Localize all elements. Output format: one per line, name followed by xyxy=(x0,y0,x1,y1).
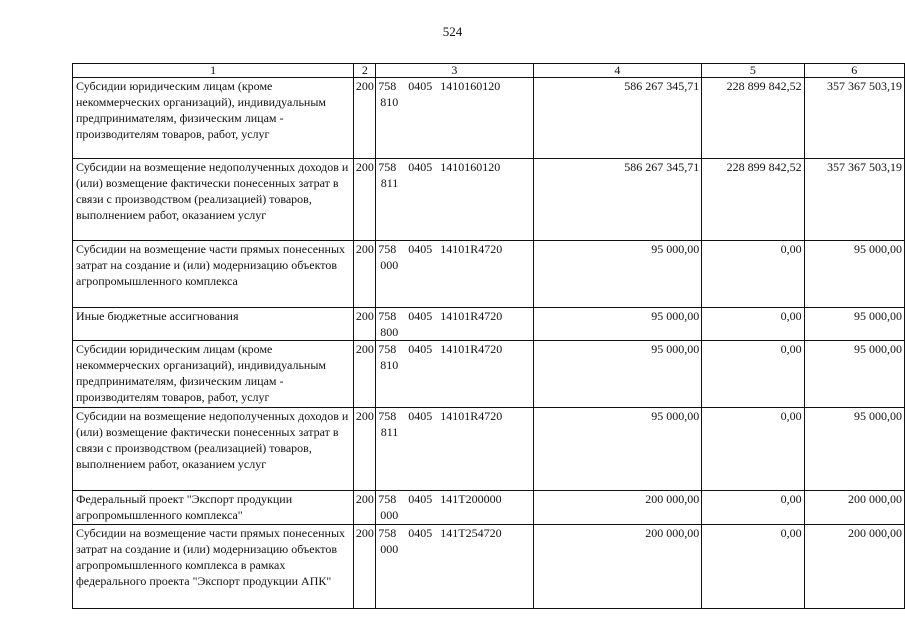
row-value-6: 200 000,00 xyxy=(804,491,904,525)
table-row xyxy=(73,78,905,159)
row-value-4: 586 267 345,71 xyxy=(533,159,702,241)
row-col2: 200 xyxy=(354,408,376,491)
code-part: 758 xyxy=(378,79,397,93)
code-part: 800 xyxy=(380,325,399,339)
code-part: 758 xyxy=(378,309,397,323)
budget-table xyxy=(72,63,905,609)
row-value-6: 200 000,00 xyxy=(804,525,904,609)
row-code xyxy=(376,525,533,609)
code-part: 0405 xyxy=(408,342,433,356)
row-code xyxy=(376,241,533,308)
code-part: 000 xyxy=(380,542,399,556)
row-value-4: 200 000,00 xyxy=(533,525,702,609)
row-value-6: 357 367 503,19 xyxy=(804,78,904,159)
code-part: 1410160120 xyxy=(440,160,501,174)
row-name: Субсидии на возмещение части прямых понесенных затрат на создание и (или) модернизацию объектов агропромышленного комплекса xyxy=(73,241,354,308)
row-value-6: 95 000,00 xyxy=(804,341,904,408)
row-value-6: 95 000,00 xyxy=(804,241,904,308)
header-col-2: 2 xyxy=(354,64,376,78)
row-name: Субсидии юридическим лицам (кроме некоммерческих организаций), индивидуальным предпринимателям, физическим лицам - производителям товаров, работ, услуг xyxy=(73,341,354,408)
code-part: 141T254720 xyxy=(440,526,502,540)
table-row xyxy=(73,159,905,241)
table-row xyxy=(73,241,905,308)
code-part: 758 xyxy=(378,160,397,174)
table-header-row xyxy=(73,64,905,78)
code-part: 1410160120 xyxy=(440,79,501,93)
code-part: 14101R4720 xyxy=(440,409,503,423)
row-col2: 200 xyxy=(354,78,376,159)
row-value-5: 0,00 xyxy=(702,408,804,491)
code-part: 14101R4720 xyxy=(440,309,503,323)
code-part: 141T200000 xyxy=(440,492,502,506)
row-col2: 200 xyxy=(354,491,376,525)
row-value-4: 95 000,00 xyxy=(533,241,702,308)
row-value-5: 0,00 xyxy=(702,491,804,525)
code-part: 810 xyxy=(380,95,399,109)
row-col2: 200 xyxy=(354,341,376,408)
table-row xyxy=(73,491,905,525)
code-part: 758 xyxy=(378,526,397,540)
row-name: Субсидии на возмещение части прямых понесенных затрат на создание и (или) модернизацию объектов агропромышленного комплекса в рамках федерального проекта "Экспорт продукции АПК" xyxy=(73,525,354,609)
row-code xyxy=(376,78,533,159)
code-part: 0405 xyxy=(408,309,433,323)
code-part: 000 xyxy=(380,508,399,522)
row-code xyxy=(376,491,533,525)
code-part: 14101R4720 xyxy=(440,342,503,356)
code-part: 0405 xyxy=(408,409,433,423)
code-part: 0405 xyxy=(408,526,433,540)
table-row xyxy=(73,308,905,341)
code-part: 811 xyxy=(380,425,399,439)
code-part: 758 xyxy=(378,492,397,506)
row-value-5: 228 899 842,52 xyxy=(702,78,804,159)
code-part: 14101R4720 xyxy=(440,242,503,256)
table-row xyxy=(73,341,905,408)
row-name: Федеральный проект "Экспорт продукции агропромышленного комплекса" xyxy=(73,491,354,525)
row-value-6: 95 000,00 xyxy=(804,408,904,491)
code-part: 811 xyxy=(380,176,399,190)
row-name: Иные бюджетные ассигнования xyxy=(73,308,354,341)
row-value-6: 95 000,00 xyxy=(804,308,904,341)
table-row xyxy=(73,525,905,609)
page-number: 524 xyxy=(442,24,463,39)
code-part: 810 xyxy=(380,358,399,372)
code-part: 0405 xyxy=(408,492,433,506)
row-col2: 200 xyxy=(354,159,376,241)
row-value-5: 0,00 xyxy=(702,308,804,341)
row-code xyxy=(376,341,533,408)
header-col-6: 6 xyxy=(804,64,904,78)
row-code xyxy=(376,308,533,341)
row-col2: 200 xyxy=(354,308,376,341)
code-part: 0405 xyxy=(408,79,433,93)
row-value-5: 0,00 xyxy=(702,525,804,609)
code-part: 0405 xyxy=(408,242,433,256)
header-col-4: 4 xyxy=(533,64,702,78)
row-value-4: 95 000,00 xyxy=(533,408,702,491)
header-col-1: 1 xyxy=(73,64,354,78)
row-name: Субсидии на возмещение недополученных доходов и (или) возмещение фактически понесенных затрат в связи с производством (реализацией) товаров, выполнением работ, оказанием услуг xyxy=(73,408,354,491)
row-value-4: 95 000,00 xyxy=(533,341,702,408)
code-part: 758 xyxy=(378,409,397,423)
header-col-5: 5 xyxy=(702,64,804,78)
row-value-5: 0,00 xyxy=(702,341,804,408)
row-value-5: 228 899 842,52 xyxy=(702,159,804,241)
row-value-4: 586 267 345,71 xyxy=(533,78,702,159)
row-col2: 200 xyxy=(354,525,376,609)
row-value-5: 0,00 xyxy=(702,241,804,308)
row-code xyxy=(376,159,533,241)
row-col2: 200 xyxy=(354,241,376,308)
row-value-4: 200 000,00 xyxy=(533,491,702,525)
row-code xyxy=(376,408,533,491)
table-row xyxy=(73,408,905,491)
code-part: 000 xyxy=(380,258,399,272)
code-part: 758 xyxy=(378,342,397,356)
code-part: 0405 xyxy=(408,160,433,174)
row-value-4: 95 000,00 xyxy=(533,308,702,341)
code-part: 758 xyxy=(378,242,397,256)
row-name: Субсидии юридическим лицам (кроме некоммерческих организаций), индивидуальным предпринимателям, физическим лицам - производителям товаров, работ, услуг xyxy=(73,78,354,159)
row-name: Субсидии на возмещение недополученных доходов и (или) возмещение фактически понесенных затрат в связи с производством (реализацией) товаров, выполнением работ, оказанием услуг xyxy=(73,159,354,241)
row-value-6: 357 367 503,19 xyxy=(804,159,904,241)
header-col-3: 3 xyxy=(376,64,533,78)
